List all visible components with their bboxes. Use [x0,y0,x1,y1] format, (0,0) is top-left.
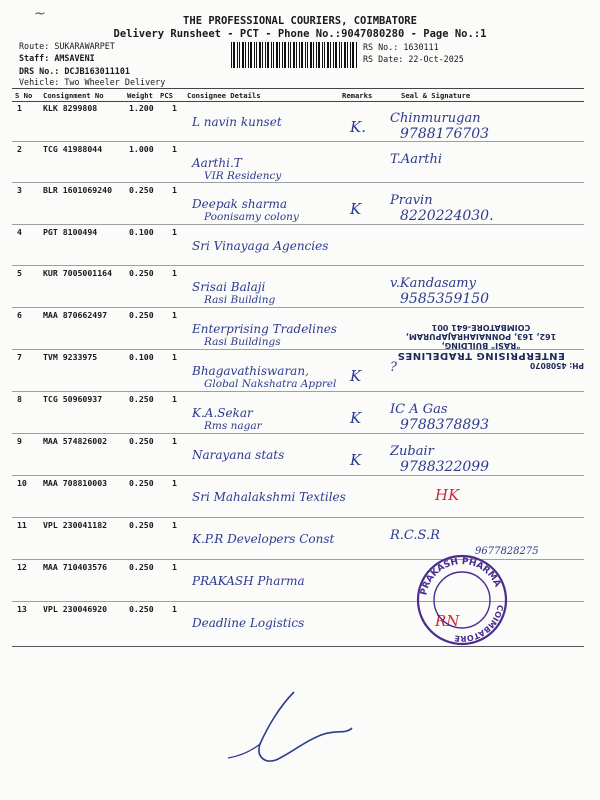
row-divider [12,433,584,434]
row-sno: 7 [17,352,22,362]
drs-label: DRS No.: [19,66,60,76]
barcode-bar [339,42,340,68]
barcode-bar [316,42,317,68]
row-consignee-handwriting-line2: Rms nagar [204,420,262,432]
row-consignment-no: TCG 50960937 [43,394,103,404]
route-value: SUKARAWARPET [54,41,115,51]
rs-date-line [363,54,464,64]
barcode-bar [313,42,314,68]
row-remark-handwriting: K [350,451,362,469]
row-consignee-handwriting-line2: Poonisamy colony [204,211,299,223]
barcode-bar [327,42,329,68]
row-pcs: 1 [172,352,177,362]
barcode-bar [293,42,295,68]
stamp-address: 162, 163, PONNAIAHRAJAPURAM, [405,332,557,341]
col-seal: Seal & Signature [401,91,471,100]
row-signature-phone: 9585359150 [400,291,490,307]
runsheet-barcode [231,42,359,68]
barcode-bar [335,42,337,68]
row-pcs: 1 [172,520,177,530]
row-sno: 1 [17,103,22,113]
col-weight: Weight [127,91,153,100]
row-signature-handwriting: Zubair [390,444,434,459]
row-signature-handwriting: ? [390,360,397,375]
row-weight: 0.250 [129,185,154,195]
col-consignee: Consignee Details [187,91,261,100]
row-consignment-no: KUR 7005001164 [43,268,113,278]
row-signature-handwriting: Chinmurugan [390,111,481,126]
barcode-bar [259,42,261,68]
row-divider [12,265,584,266]
barcode-bar [267,42,269,68]
row-divider [12,391,584,392]
row-consignee-handwriting: Deepak sharma [192,197,288,211]
row-signature-handwriting: T.Aarthi [390,152,442,167]
row-sno: 10 [17,478,27,488]
row-pcs: 1 [172,562,177,572]
row-sno: 13 [17,604,27,614]
row-consignment-no: PGT 8100494 [43,227,98,237]
svg-text:COIMBATORE [454,604,505,643]
row-consignee-handwriting: PRAKASH Pharma [192,574,305,588]
drs-value: DCJB163011101 [64,66,130,76]
rs-date-value: 22-Oct-2025 [408,54,464,64]
row-weight: 0.250 [129,478,154,488]
row-signature-handwriting: HK [435,486,460,504]
row-pcs: 1 [172,185,177,195]
barcode-bar [273,42,274,68]
row-signature-phone: 8220224030. [400,208,494,224]
barcode-bar [245,42,246,68]
row-weight: 0.250 [129,604,154,614]
header-top-rule [12,88,584,89]
row-divider [12,475,584,476]
barcode-bar [284,42,286,68]
staff-value: AMSAVENI [54,53,95,63]
row-remark-handwriting: K [350,367,362,385]
row-consignee-handwriting: L navin kunset [192,115,282,129]
row-signature-phone: 9788322099 [400,459,490,475]
barcode-bar [276,42,278,68]
row-weight: 0.250 [129,520,154,530]
route-label: Route: [19,41,50,51]
barcode-bar [239,42,240,68]
svg-text:PRAKASH PHARMA [419,557,502,596]
barcode-bar [242,42,244,68]
staff-label: Staff: [19,53,50,63]
barcode-bar [265,42,266,68]
barcode-bar [233,42,235,68]
prakash-pharma-round-stamp [414,552,510,648]
row-remark-handwriting: K. [350,118,366,136]
row-divider [12,141,584,142]
stamp-city: COIMBATORE-641 001 [431,323,531,332]
row-pcs: 1 [172,478,177,488]
barcode-bar [318,42,320,68]
barcode-bar [299,42,300,68]
row-weight: 1.000 [129,144,154,154]
barcode-bar [307,42,308,68]
row-signature-phone: 9788378893 [400,417,490,433]
row-pcs: 1 [172,103,177,113]
prakash-stamp-city: COIMBATORE [453,604,505,644]
vehicle-line [19,77,165,87]
rs-no-value: 1630111 [403,42,439,52]
col-consignment: Consignment No [43,91,104,100]
row-weight: 0.250 [129,394,154,404]
barcode-bar [305,42,306,68]
row-pcs: 1 [172,604,177,614]
row-weight: 0.250 [129,436,154,446]
row-divider [12,224,584,225]
barcode-bar [324,42,325,68]
barcode-bar [290,42,291,68]
row-consignment-no: TCG 41988044 [43,144,103,154]
row-sno: 6 [17,310,22,320]
row-consignment-no: TVM 9233975 [43,352,98,362]
col-sno: S No [15,91,33,100]
row-sno: 12 [17,562,27,572]
row-divider [12,517,584,518]
row-sno: 2 [17,144,22,154]
row-weight: 0.100 [129,352,154,362]
barcode-bar [262,42,263,68]
row-weight: 1.200 [129,103,154,113]
barcode-bar [296,42,297,68]
row-remark-handwriting: K [350,409,362,427]
row-consignment-no: MAA 574826002 [43,436,108,446]
company-title: THE PROFESSIONAL COURIERS, COIMBATORE [183,15,417,27]
barcode-bar [341,42,342,68]
row-sno: 9 [17,436,22,446]
drs-line [19,66,130,76]
barcode-bar [254,42,255,68]
row-consignment-no: BLR 1601069240 [43,185,113,195]
row-consignee-handwriting: Sri Mahalakshmi Textiles [192,490,346,504]
row-pcs: 1 [172,436,177,446]
bottom-pen-signature [220,686,360,774]
barcode-bar [356,42,357,68]
barcode-bar [282,42,283,68]
barcode-bar [344,42,346,68]
row-signature-handwriting: IC A Gas [390,402,448,417]
barcode-bar [333,42,334,68]
row-pcs: 1 [172,144,177,154]
barcode-bar [322,42,323,68]
row-consignee-handwriting: Deadline Logistics [192,616,305,630]
vehicle-value: Two Wheeler Delivery [64,77,166,87]
row-consignment-no: MAA 708810003 [43,478,108,488]
route-line [19,41,115,51]
rs-no-label: RS No.: [363,42,399,52]
corner-pen-mark: ~ [34,6,46,22]
row-consignment-no: KLK 8299808 [43,103,98,113]
barcode-bar [248,42,249,68]
row-consignee-handwriting: K.A.Sekar [192,406,253,420]
row-signature-handwriting: RN [435,612,460,630]
barcode-bar [330,42,331,68]
row-pcs: 1 [172,394,177,404]
row-sno: 11 [17,520,27,530]
rs-date-label: RS Date: [363,54,404,64]
barcode-bar [231,42,232,68]
barcode-bar [352,42,354,68]
row-sno: 4 [17,227,22,237]
row-consignment-no: VPL 230046920 [43,604,108,614]
barcode-bar [288,42,289,68]
barcode-bar [347,42,348,68]
rs-no-line [363,42,439,52]
row-consignee-handwriting-line2: VIR Residency [204,170,282,182]
header-bottom-rule [12,101,584,102]
row-signature-handwriting: R.C.S.R [390,528,440,543]
row-consignee-handwriting: Narayana stats [192,448,285,462]
row-consignee-handwriting-line2: Rasi Buildings [204,336,281,348]
row-signature-phone: 9677828275 [475,546,539,557]
row-signature-handwriting: v.Kandasamy [390,276,476,291]
row-pcs: 1 [172,310,177,320]
stamp-company: ENTERPRISING TRADELINES [397,350,565,361]
barcode-bar [250,42,252,68]
row-consignee-handwriting: Sri Vinayaga Agencies [192,239,329,253]
row-consignee-handwriting-line2: Global Nakshatra Apprel [204,378,337,390]
row-signature-phone: 9788176703 [400,126,490,142]
col-remarks: Remarks [342,91,373,100]
barcode-bar [256,42,257,68]
row-weight: 0.100 [129,227,154,237]
col-pcs: PCS [160,91,173,100]
row-consignee-handwriting: Srisai Balaji [192,280,266,294]
row-signature-handwriting: Pravin [390,193,433,208]
barcode-bar [237,42,238,68]
row-weight: 0.250 [129,268,154,278]
enterprising-tradelines-stamp [378,304,584,370]
row-weight: 0.250 [129,562,154,572]
barcode-bar [279,42,280,68]
stamp-building: "RASI" BUILDING, [441,341,521,350]
prakash-stamp-text: PRAKASH PHARMA [419,556,503,597]
row-consignee-handwriting: Aarthi.T [192,156,242,170]
row-consignment-no: MAA 870662497 [43,310,108,320]
stamp-phone: PH: 4508070 [530,361,584,370]
row-divider [12,182,584,183]
barcode-bar [310,42,312,68]
row-sno: 8 [17,394,22,404]
row-consignee-handwriting-line2: Rasi Building [204,294,276,306]
row-consignee-handwriting: K.P.R Developers Const [192,532,335,546]
row-weight: 0.250 [129,310,154,320]
row-consignee-handwriting: Bhagavathiswaran, [192,364,309,378]
row-consignment-no: VPL 230041182 [43,520,108,530]
row-consignee-handwriting: Enterprising Tradelines [192,322,337,336]
staff-line [19,53,95,63]
barcode-bar [350,42,351,68]
barcode-bar [301,42,303,68]
row-remark-handwriting: K [350,200,362,218]
row-consignment-no: MAA 710403576 [43,562,108,572]
row-sno: 5 [17,268,22,278]
row-pcs: 1 [172,268,177,278]
barcode-bar [271,42,272,68]
row-sno: 3 [17,185,22,195]
vehicle-label: Vehicle: [19,77,60,87]
row-pcs: 1 [172,227,177,237]
runsheet-subtitle: Delivery Runsheet - PCT - Phone No.:9047080280 - Page No.:1 [113,28,487,40]
